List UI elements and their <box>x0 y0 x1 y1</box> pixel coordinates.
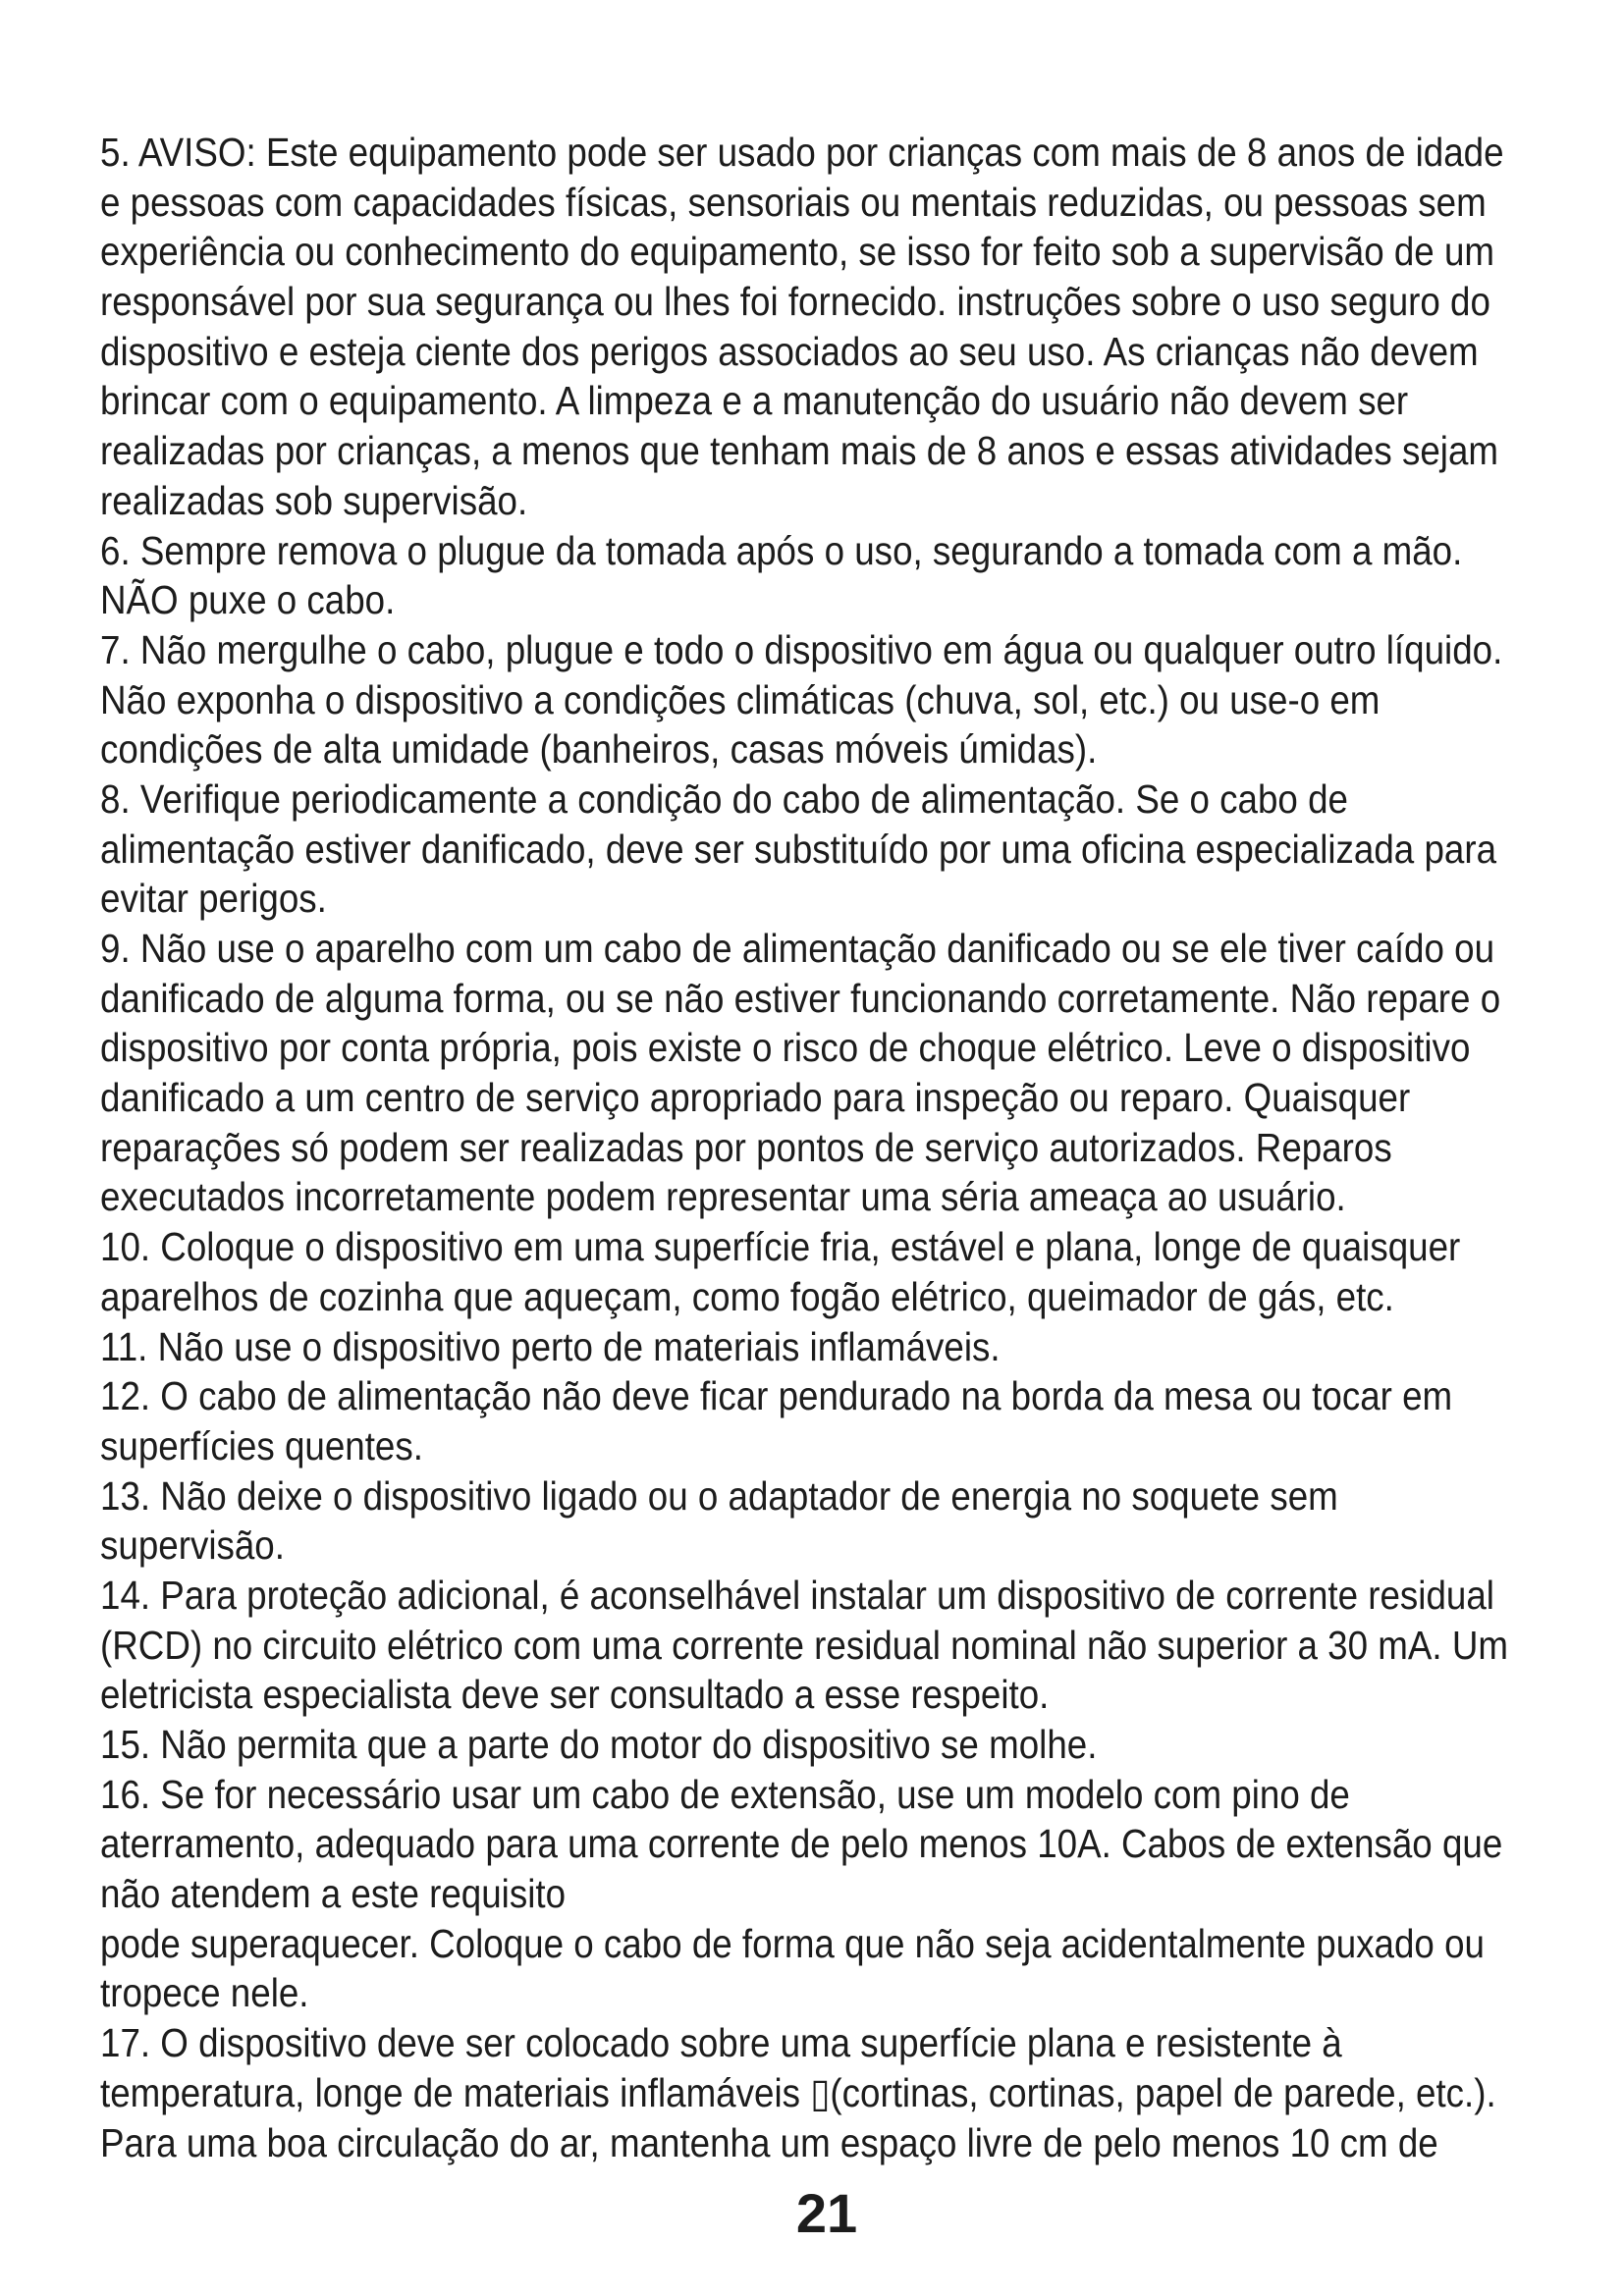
text-line: 8. Verifique periodicamente a condição do cabo de alimentação. Se o cabo de <box>100 775 1348 822</box>
text-line: (RCD) no circuito elétrico com uma corrente residual nominal não superior a 30 mA. Um <box>100 1622 1508 1668</box>
text-line: pode superaquecer. Coloque o cabo de forma que não seja acidentalmente puxado ou <box>100 1920 1485 1966</box>
list-item-16 <box>100 1770 1514 2018</box>
text-line: não atendem a este requisito <box>100 1871 567 1917</box>
text-line: brincar com o equipamento. A limpeza e a manutenção do usuário não devem ser <box>100 378 1409 424</box>
text-line: dispositivo por conta própria, pois existe o risco de choque elétrico. Leve o dispositivo <box>100 1025 1471 1071</box>
text-line: experiência ou conhecimento do equipamento, se isso for feito sob a supervisão de um <box>100 229 1495 275</box>
text-line: 6. Sempre remova o plugue da tomada após o uso, segurando a tomada com a mão. <box>100 527 1463 573</box>
list-item-6 <box>100 526 1514 625</box>
text-line: 10. Coloque o dispositivo em uma superfície fria, estável e plana, longe de quaisquer <box>100 1224 1461 1270</box>
list-item-13 <box>100 1471 1514 1571</box>
text-line: tropece nele. <box>100 1970 309 2016</box>
text-line: supervisão. <box>100 1522 285 1569</box>
text-line: aparelhos de cozinha que aqueçam, como fogão elétrico, queimador de gás, etc. <box>100 1273 1394 1319</box>
text-line: realizadas por crianças, a menos que tenham mais de 8 anos e essas atividades sejam <box>100 428 1499 474</box>
text-line: Para uma boa circulação do ar, mantenha um espaço livre de pelo menos 10 cm de <box>100 2119 1438 2165</box>
list-item-9 <box>100 924 1514 1222</box>
text-line: aterramento, adequado para uma corrente de pelo menos 10A. Cabos de extensão que <box>100 1821 1503 1867</box>
list-item-17 <box>100 2018 1514 2167</box>
text-line: eletricista especialista deve ser consultado a esse respeito. <box>100 1672 1050 1718</box>
text-line: 11. Não use o dispositivo perto de materiais inflamáveis. <box>100 1323 1001 1369</box>
text-line: 15. Não permita que a parte do motor do dispositivo se molhe. <box>100 1722 1098 1767</box>
text-line: evitar perigos. <box>100 876 327 922</box>
list-item-8 <box>100 774 1514 924</box>
list-item-12 <box>100 1371 1514 1470</box>
text-line: 13. Não deixe o dispositivo ligado ou o adaptador de energia no soquete sem <box>100 1472 1338 1519</box>
text-line: e pessoas com capacidades físicas, sensoriais ou mentais reduzidas, ou pessoas sem <box>100 179 1487 225</box>
text-line: danificado a um centro de serviço apropriado para inspeção ou reparo. Quaisquer <box>100 1075 1411 1121</box>
text-line: 5. AVISO: Este equipamento pode ser usado por crianças com mais de 8 anos de idade <box>100 130 1504 175</box>
text-line: temperatura, longe de materiais inflamáveis ▯(cortinas, cortinas, papel de parede, etc.). <box>100 2069 1496 2115</box>
text-line: executados incorretamente podem representar uma séria ameaça ao usuário. <box>100 1174 1346 1220</box>
text-line: 12. O cabo de alimentação não deve ficar pendurado na borda da mesa ou tocar em <box>100 1373 1453 1419</box>
text-line: Não exponha o dispositivo a condições climáticas (chuva, sol, etc.) ou use-o em <box>100 676 1380 722</box>
list-item-7 <box>100 625 1514 774</box>
text-line: superfícies quentes. <box>100 1422 423 1468</box>
text-line: dispositivo e esteja ciente dos perigos associados ao seu uso. As crianças não devem <box>100 328 1479 374</box>
text-line: 7. Não mergulhe o cabo, plugue e todo o dispositivo em água ou qualquer outro líquido. <box>100 626 1503 672</box>
list-item-11 <box>100 1322 1514 1372</box>
text-line: alimentação estiver danificado, deve ser substituído por uma oficina especializada para <box>100 826 1497 872</box>
text-line: 9. Não use o aparelho com um cabo de alimentação danificado ou se ele tiver caído ou <box>100 926 1495 971</box>
page-number: 21 <box>795 2182 858 2244</box>
text-line: reparações só podem ser realizadas por pontos de serviço autorizados. Reparos <box>100 1124 1392 1170</box>
text-line: 16. Se for necessário usar um cabo de extensão, use um modelo com pino de <box>100 1771 1350 1817</box>
list-item-5 <box>100 128 1514 526</box>
text-line: 14. Para proteção adicional, é aconselhável instalar um dispositivo de corrente residual <box>100 1572 1494 1618</box>
text-line: NÃO puxe o cabo. <box>100 577 396 623</box>
text-line: danificado de alguma forma, ou se não estiver funcionando corretamente. Não repare o <box>100 975 1501 1021</box>
list-item-15 <box>100 1720 1514 1770</box>
text-line: condições de alta umidade (banheiros, casas móveis úmidas). <box>100 726 1098 773</box>
safety-instructions-text <box>100 128 1514 2167</box>
text-line: 17. O dispositivo deve ser colocado sobre uma superfície plana e resistente à <box>100 2020 1342 2066</box>
text-line: responsável por sua segurança ou lhes foi fornecido. instruções sobre o uso seguro do <box>100 279 1490 325</box>
text-line: realizadas sob supervisão. <box>100 477 528 523</box>
list-item-10 <box>100 1222 1514 1321</box>
list-item-14 <box>100 1571 1514 1720</box>
